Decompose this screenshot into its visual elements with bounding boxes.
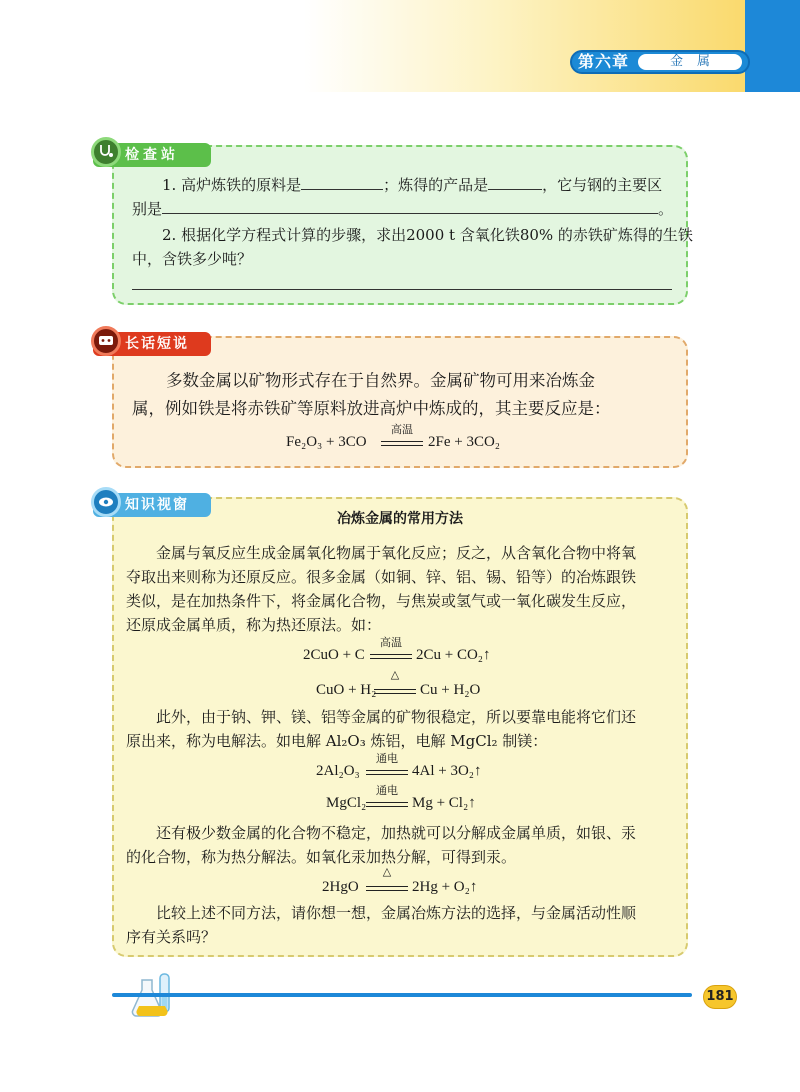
q1-text-e: 。 [658, 200, 674, 218]
footer-line [112, 993, 692, 997]
know-p1-l4: 还原成金属单质，称为热还原法。如： [126, 616, 382, 634]
knowledge-title: 冶炼金属的常用方法 [337, 511, 463, 527]
eq3-condition: 通电 [376, 752, 398, 765]
equation-sign [374, 689, 416, 694]
eq3-left: 2Al₂O₃ [316, 763, 360, 779]
q1-text-c: ，它与钢的主要区 [542, 176, 663, 194]
answer-blank[interactable] [301, 175, 383, 190]
know-p1-l3: 类似，是在加热条件下，将金属化合物，与焦炭或氢气或一氧化碳发生反应， [126, 592, 637, 610]
eq2-right: Cu + H₂O [420, 682, 481, 698]
talk-equation-right: 2Fe + 3CO₂ [428, 434, 501, 450]
knowledge-window-label: 知识视窗 [125, 497, 189, 513]
eq1-condition: 高温 [380, 636, 402, 649]
equation-sign [370, 654, 412, 659]
chapter-label [570, 50, 750, 74]
answer-line[interactable] [132, 289, 672, 290]
equation-sign [366, 886, 408, 891]
stethoscope-icon [91, 137, 121, 167]
eq1-left: 2CuO + C [303, 647, 365, 663]
eq5-right: 2Hg + O₂↑ [412, 879, 478, 895]
know-p2-l2: 原出来，称为电解法。如电解 Al₂O₃ 炼铝，电解 MgCl₂ 制镁： [126, 732, 548, 750]
q1-text-a: 1. 高炉炼铁的原料是 [162, 176, 302, 194]
long-short-talk-label: 长话短说 [125, 336, 189, 352]
long-short-talk-badge [93, 332, 211, 356]
chapter-number: 第六章 [578, 52, 630, 71]
eq2-condition: △ [390, 668, 400, 681]
talk-line-1: 多数金属以矿物形式存在于自然界。金属矿物可用来冶炼金 [166, 371, 595, 390]
talk-line-2: 属，例如铁是将赤铁矿等原料放进高炉中炼成的，其主要反应是： [132, 399, 611, 418]
eq4-right: Mg + Cl₂↑ [412, 795, 476, 811]
answer-blank[interactable] [488, 175, 542, 190]
question-1-continued [132, 198, 673, 220]
check-station-badge [93, 143, 211, 167]
talk-equation-condition: 高温 [391, 423, 413, 436]
question-2-continued: 中，含铁多少吨？ [132, 250, 253, 268]
know-p4-l2: 序有关系吗？ [126, 928, 217, 946]
header-blue-tab [745, 0, 800, 92]
know-p1-l1: 金属与氧反应生成金属氧化物属于氧化反应；反之，从含氧化合物中将氧 [156, 544, 637, 562]
know-p3-l2: 的化合物，称为热分解法。如氧化汞加热分解，可得到汞。 [126, 848, 517, 866]
answer-blank[interactable] [162, 199, 658, 214]
know-p2-l1: 此外，由于钠、钾、镁、铝等金属的矿物很稳定，所以要靠电能将它们还 [156, 708, 637, 726]
know-p1-l2: 夺取出来则称为还原反应。很多金属（如铜、锌、铝、锡、铅等）的冶炼跟铁 [126, 568, 637, 586]
question-2: 2. 根据化学方程式计算的步骤，求出2000 t 含氧化铁80% 的赤铁矿炼得的生铁 [162, 226, 693, 244]
eq4-condition: 通电 [376, 784, 398, 797]
eq3-right: 4Al + 3O₂↑ [412, 763, 482, 779]
talk-equation-left: Fe₂O₃ + 3CO [286, 434, 367, 450]
q1-text-d: 别是 [132, 200, 163, 218]
chapter-title: 金属 [638, 54, 742, 70]
eq1-right: 2Cu + CO₂↑ [416, 647, 491, 663]
equation-sign [366, 802, 408, 807]
know-p4-l1: 比较上述不同方法，请你想一想，金属冶炼方法的选择，与金属活动性顺 [156, 904, 637, 922]
eq4-left: MgCl₂ [326, 795, 367, 811]
question-1 [162, 174, 662, 196]
eq5-condition: △ [382, 865, 392, 878]
eq2-left: CuO + H₂ [316, 682, 377, 698]
equation-sign [381, 441, 423, 446]
speech-icon [91, 326, 121, 356]
eq5-left: 2HgO [322, 879, 359, 895]
header-band [0, 0, 800, 92]
equation-sign [366, 770, 408, 775]
check-station-label: 检查站 [125, 147, 179, 163]
know-p3-l1: 还有极少数金属的化合物不稳定，加热就可以分解成金属单质，如银、汞 [156, 824, 637, 842]
page-number: 181 [703, 985, 737, 1009]
q1-text-b: ；炼得的产品是 [383, 176, 489, 194]
